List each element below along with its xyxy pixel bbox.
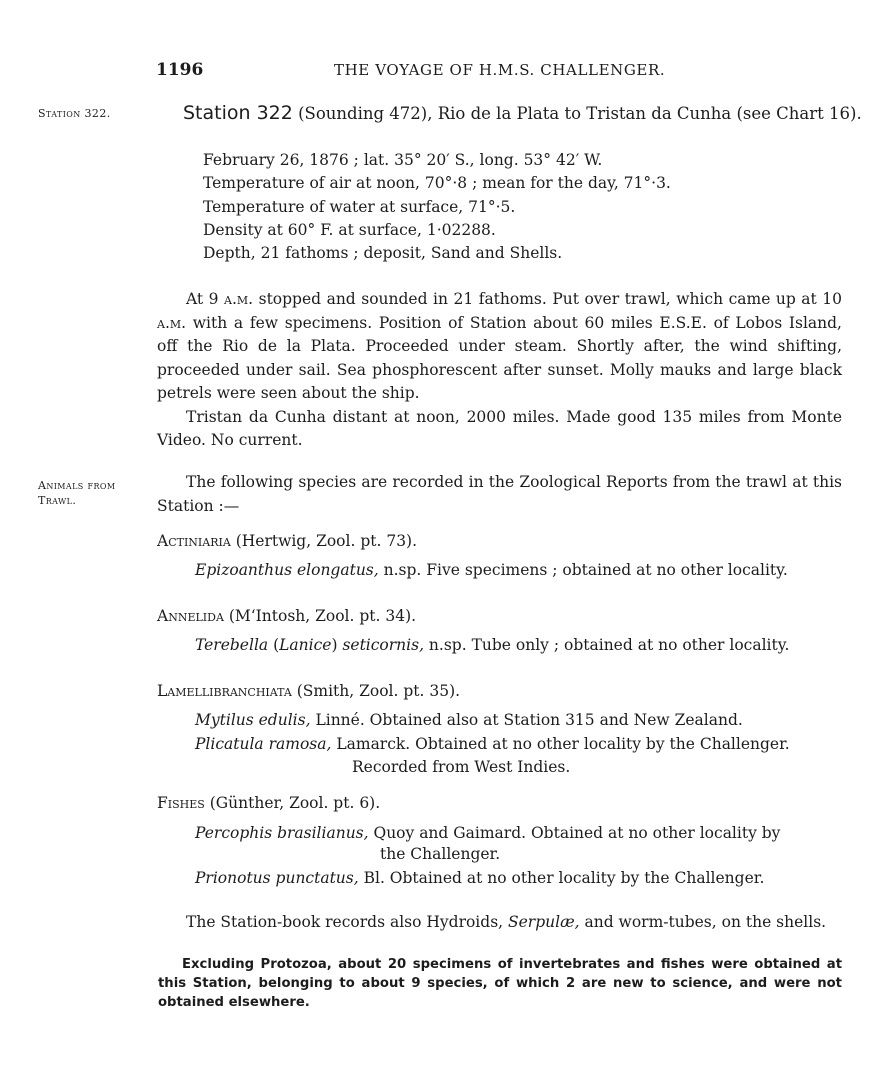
station-title-bold: Station 322 — [183, 102, 293, 124]
station-title — [183, 102, 862, 124]
summary-paragraph: Excluding Protozoa, about 20 specimens of invertebrates and fishes were obtained at this Station, belonging to about 9 species, of which 2 are new to science, and were not obtained elsewhere. — [158, 957, 842, 1010]
condition-line: February 26, 1876 ; lat. 35° 20′ S., long. 53° 42′ W. — [203, 151, 603, 169]
running-title: THE VOYAGE OF H.M.S. CHALLENGER. — [334, 61, 666, 79]
condition-line: Temperature of water at surface, 71°·5. — [203, 198, 516, 216]
group-heading-fishes: Fishes (Günther, Zool. pt. 6). — [157, 794, 381, 812]
station-title-rest: (Sounding 472), Rio de la Plata to Tristan da Cunha (see Chart 16). — [292, 104, 862, 123]
group-heading-actiniaria: Actiniaria (Hertwig, Zool. pt. 73). — [157, 532, 418, 550]
group-heading-lamellibranchiata: Lamellibranchiata (Smith, Zool. pt. 35). — [157, 682, 461, 700]
species-entry-continuation: Recorded from West Indies. — [352, 758, 571, 776]
group-heading-annelida: Annelida (M‘Intosh, Zool. pt. 34). — [157, 607, 417, 625]
species-entry: Percophis brasilianus, Quoy and Gaimard. Obtained at no other locality by — [195, 824, 781, 842]
narrative-second-paragraph: Tristan da Cunha distant at noon, 2000 miles. Made good 135 miles from Monte Video. No current. — [157, 407, 842, 449]
margin-note-station: Station 322. — [38, 107, 111, 120]
margin-note-animals: Animals from Trawl. — [38, 479, 116, 507]
condition-line: Temperature of air at noon, 70°·8 ; mean for the day, 71°·3. — [203, 174, 671, 192]
species-entry: Mytilus edulis, Linné. Obtained also at Station 315 and New Zealand. — [195, 711, 743, 729]
condition-line: Depth, 21 fathoms ; deposit, Sand and Shells. — [203, 244, 563, 262]
condition-line: Density at 60° F. at surface, 1·02288. — [203, 221, 496, 239]
species-entry: Epizoanthus elongatus, n.sp. Five specimens ; obtained at no other locality. — [195, 561, 788, 579]
species-entry-continuation: the Challenger. — [380, 845, 501, 863]
narrative-first-paragraph: At 9 a.m. stopped and sounded in 21 fathoms. Put over trawl, which came up at 10 a.m. with a few specimens. Position of Station about 60 miles E.S.E. of Lobos Island, off the Rio de la Plata. Proceeded under steam. Shortly after, the wind shifting, proceeded under sail. Sea phosphorescent after sunset. Molly mauks and large black petrels were seen about the ship. — [157, 290, 842, 402]
page-number: 1196 — [156, 60, 204, 80]
narrative-paragraph — [157, 288, 842, 453]
species-entry: Terebella (Lanice) seticornis, n.sp. Tube only ; obtained at no other locality. — [195, 636, 790, 654]
species-entry: Prionotus punctatus, Bl. Obtained at no other locality by the Challenger. — [195, 869, 765, 887]
species-entry: Plicatula ramosa, Lamarck. Obtained at no other locality by the Challenger. — [195, 735, 790, 753]
species-intro: The following species are recorded in the Zoological Reports from the trawl at this Station :— — [157, 473, 842, 515]
station-book-note: The Station-book records also Hydroids, Serpulæ, and worm-tubes, on the shells. — [186, 913, 827, 931]
